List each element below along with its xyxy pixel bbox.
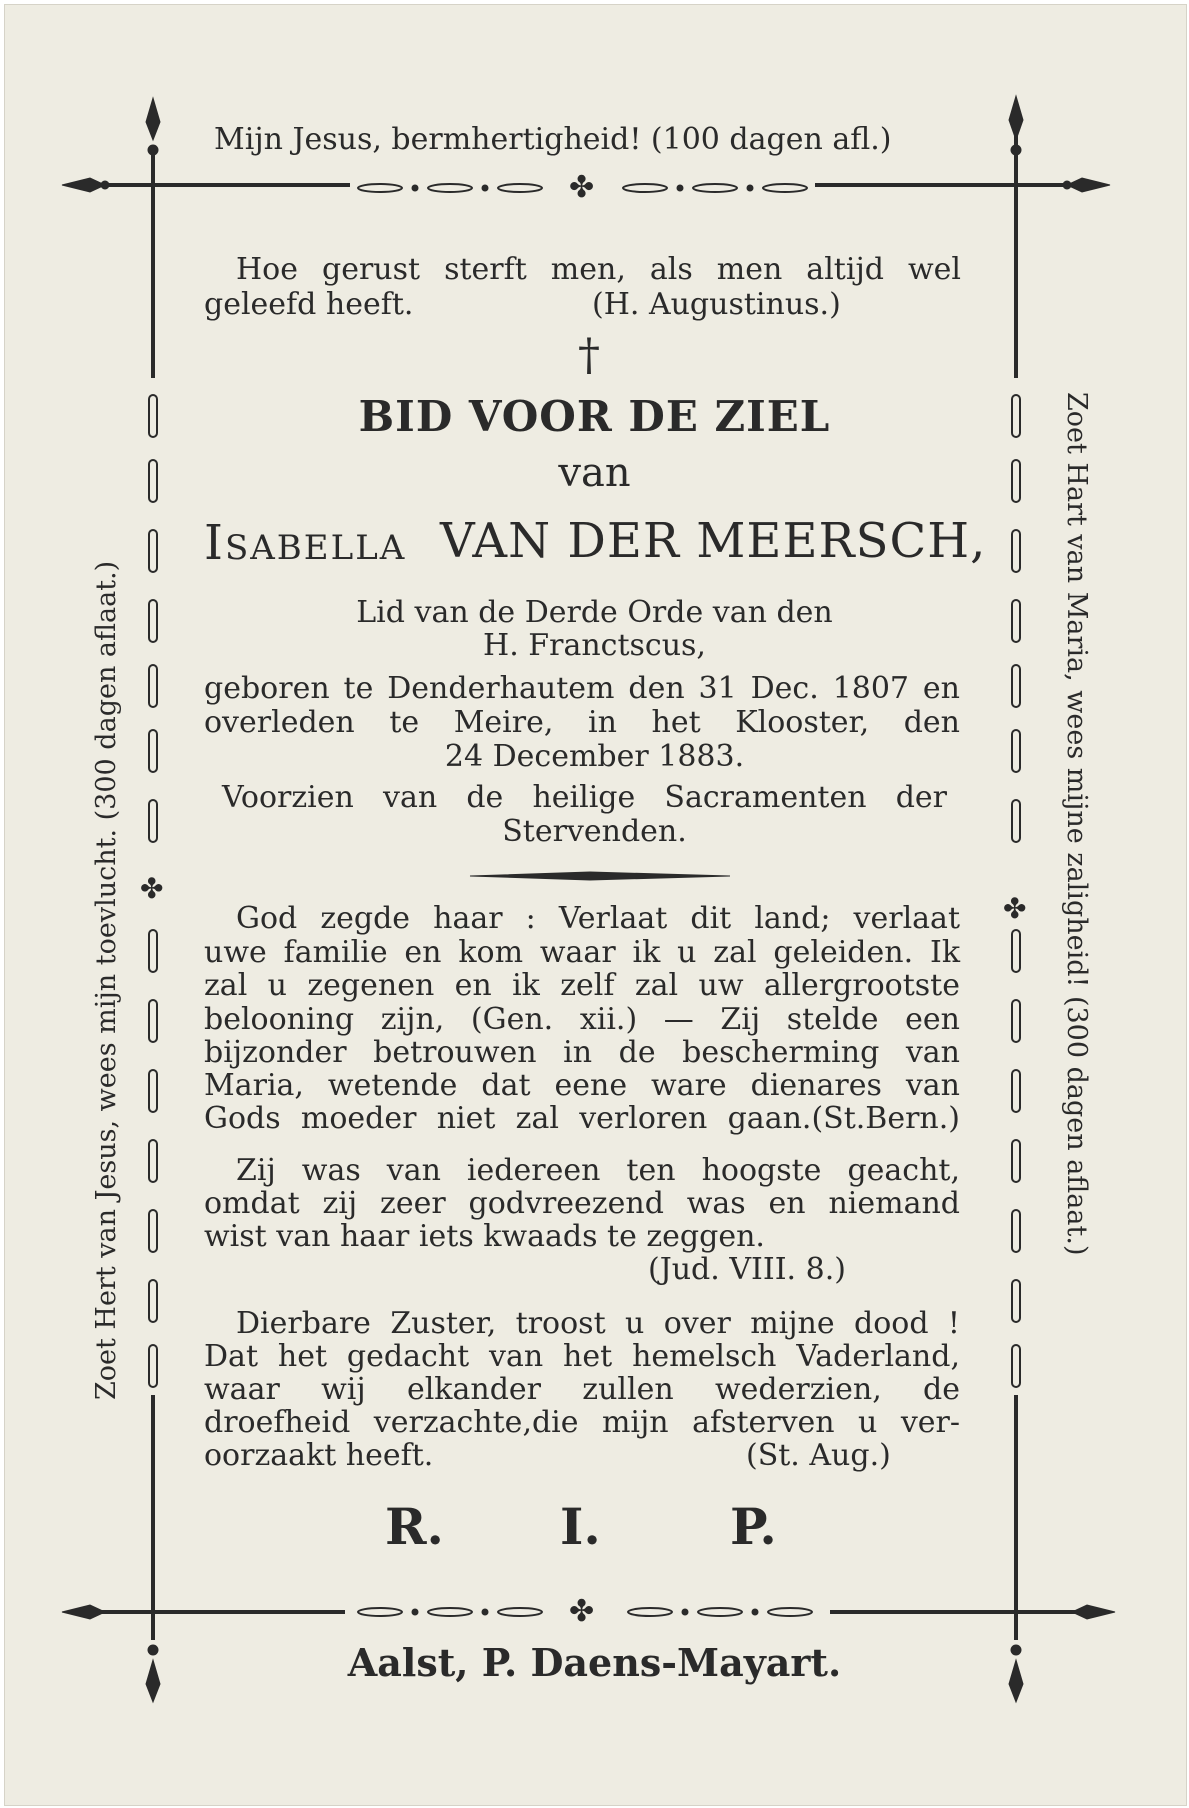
- side-text-right: Zoet Hart van Maria, wees mijne zaligheid! (300 dagen aflaat.): [1061, 392, 1092, 1256]
- paragraph-2-reference: (Jud. VIII. 8.): [648, 1252, 846, 1287]
- fleuron-icon: ✤: [569, 1594, 595, 1629]
- paragraph-3-last-line: oorzaakt heeft.: [204, 1438, 434, 1473]
- quote-line-2-left: geleefd heeft.: [204, 287, 414, 322]
- bio-line-3: geboren te Denderhautem den 31 Dec. 1807 en: [204, 671, 960, 706]
- bio-line-1: Lid van de Derde Orde van den: [356, 595, 833, 630]
- paragraph-3-line: droefheid verzachte,die mijn afsterven u ver-: [204, 1405, 960, 1440]
- rip-r: R.: [385, 1497, 444, 1556]
- paragraph-1-line: uwe familie en kom waar ik u zal geleiden. Ik: [204, 935, 960, 970]
- prayer-van: van: [558, 450, 631, 496]
- paragraph-1-line: God zegde haar : Verlaat dit land; verlaat: [236, 901, 960, 936]
- paragraph-3-line: waar wij elkander zullen wederzien, de: [204, 1372, 960, 1407]
- bio-line-4: overleden te Meire, in het Klooster, den: [204, 705, 960, 740]
- paragraph-2-line: Zij was van iedereen ten hoogste geacht,: [236, 1153, 960, 1188]
- deceased-first-name: Isabella: [204, 515, 407, 571]
- prayer-heading: BID VOOR DE ZIEL: [358, 392, 831, 441]
- paragraph-2-line: omdat zij zeer godvreezend was en niemand: [204, 1186, 960, 1221]
- printer-imprint: Aalst, P. Daens-Mayart.: [347, 1640, 842, 1685]
- fleuron-icon: ✤: [1003, 892, 1027, 925]
- paragraph-1-line: Maria, wetende dat eene ware dienares van: [204, 1068, 960, 1103]
- rip-p: P.: [730, 1497, 777, 1556]
- paragraph-3-line: Dierbare Zuster, troost u over mijne dood !: [236, 1306, 960, 1341]
- bio-line-7: Stervenden.: [502, 814, 687, 849]
- paragraph-1-line: zal u zegenen en ik zelf zal uw allergrootste: [204, 968, 960, 1003]
- paragraph-3-line: Dat het gedacht van het hemelsch Vaderland,: [204, 1339, 960, 1374]
- quote-line-1: Hoe gerust sterft men, als men altijd wel: [236, 252, 961, 287]
- rip-i: I.: [560, 1497, 601, 1556]
- cross-icon: †: [578, 330, 600, 381]
- bio-line-5: 24 December 1883.: [444, 739, 745, 774]
- fleuron-icon: ✤: [569, 170, 595, 205]
- bio-line-2: H. Franctscus,: [483, 628, 706, 663]
- quote-attribution: (H. Augustinus.): [592, 287, 841, 322]
- top-invocation: Mijn Jesus, bermhertigheid! (100 dagen afl.): [214, 122, 892, 157]
- deceased-surname: VAN DER MEERSCH,: [440, 513, 987, 569]
- paragraph-3-reference: (St. Aug.): [746, 1438, 891, 1473]
- paragraph-1-line: Gods moeder niet zal verloren gaan.(St.Bern.): [204, 1101, 960, 1136]
- paragraph-1-line: bijzonder betrouwen in de bescherming van: [204, 1035, 960, 1070]
- paragraph-1-line: belooning zijn, (Gen. xii.) — Zij stelde een: [204, 1002, 960, 1037]
- side-text-left: Zoet Hert van Jesus, wees mijn toevlucht. (300 dagen aflaat.): [91, 560, 122, 1400]
- paragraph-2-line: wist van haar iets kwaads te zeggen.: [204, 1219, 765, 1254]
- fleuron-icon: ✤: [140, 872, 164, 905]
- bio-line-6: Voorzien van de heilige Sacramenten der: [222, 780, 947, 815]
